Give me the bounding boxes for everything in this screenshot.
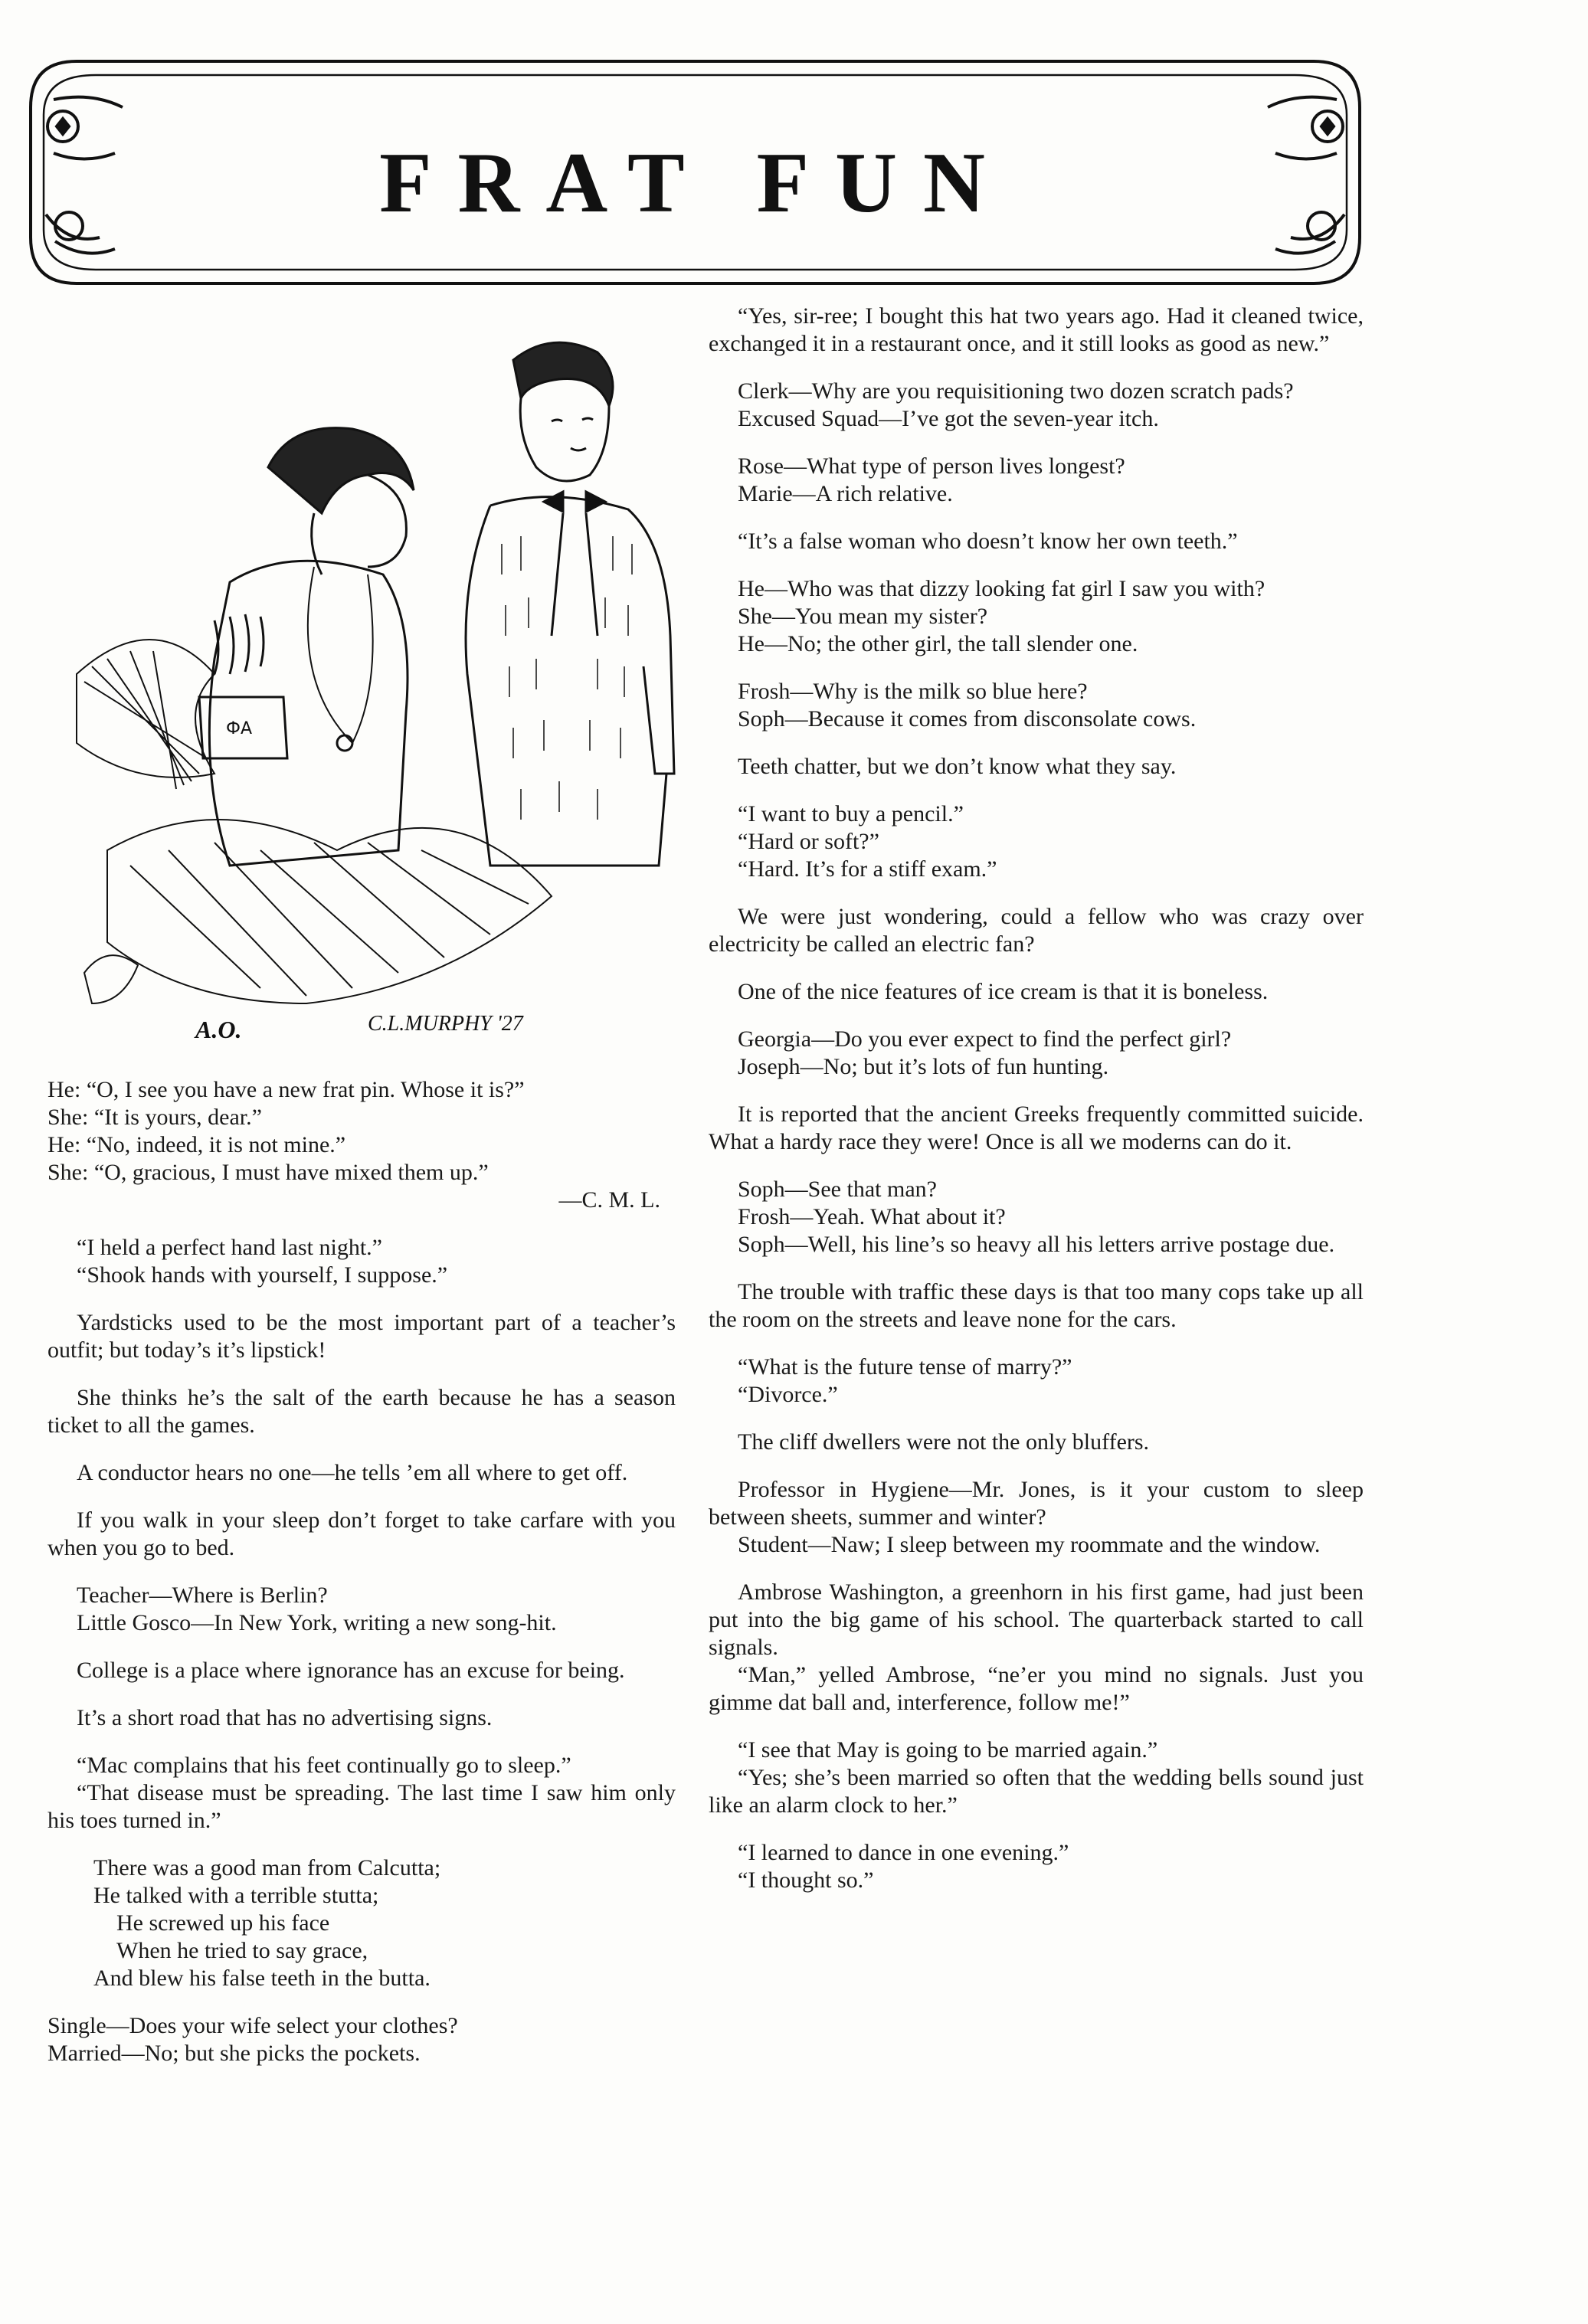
joke-line: “What is the future tense of marry?” [738,1354,1072,1380]
joke-line: “Man,” yelled Ambrose, “ne’er you mind no signals. Just you gimme dat ball and, interference, follow me!” [709,1662,1364,1715]
joke-ambrose [709,1579,1364,1717]
joke-line: “Yes; she’s been married so often that the wedding bells sound just like an alarm clock to her.” [709,1765,1364,1818]
joke-greeks: It is reported that the ancient Greeks frequently committed suicide. What a hardy race they were! Once is all we moderns can do it. [709,1101,1364,1154]
joke-traffic: The trouble with traffic these days is that too many cops take up all the room on the streets and leave none for the cars. [709,1279,1364,1332]
joke-yardsticks: Yardsticks used to be the most important part of a teacher’s outfit; but today’s it’s lipstick! [47,1310,676,1363]
poem-line: And blew his false teeth in the butta. [93,1966,431,1991]
joke-line: “Hard or soft?” [738,829,879,854]
joke-conductor: A conductor hears no one—he tells ’em all where to get off. [77,1460,628,1485]
joke-line: Student—Naw; I sleep between my roommate and the window. [738,1532,1321,1557]
joke-line: “I see that May is going to be married again.” [738,1737,1158,1763]
joke-pencil [709,800,1364,883]
artist-initials: A.O. [195,1016,242,1043]
joke-short-road: It’s a short road that has no advertising signs. [77,1705,493,1730]
joke-line: He: “No, indeed, it is not mine.” [47,1132,346,1157]
joke-line: Soph—Because it comes from disconsolate cows. [738,706,1197,732]
joke-signature: —C. M. L. [558,1187,660,1213]
joke-heavy-line [709,1176,1364,1259]
joke-line: She: “O, gracious, I must have mixed them up.” [47,1160,489,1185]
joke-line: Married—No; but she picks the pockets. [47,2041,421,2066]
title-banner [23,54,1367,291]
joke-line: Marie—A rich relative. [738,481,953,506]
joke-line: Clerk—Why are you requisitioning two dozen scratch pads? [738,378,1294,404]
svg-text:ФA: ФA [226,719,252,738]
couple-illustration [61,314,689,1080]
joke-cliff-dwellers: The cliff dwellers were not the only bluffers. [738,1429,1150,1455]
joke-line: He—Who was that dizzy looking fat girl I saw you with? [738,576,1265,601]
limerick-calcutta [47,1854,676,1992]
joke-line: Rose—What type of person lives longest? [738,453,1125,479]
joke-ice-cream: One of the nice features of ice cream is that it is boneless. [738,979,1269,1004]
joke-line: He—No; the other girl, the tall slender one. [738,631,1138,656]
joke-line: He: “O, I see you have a new frat pin. Whose it is?” [47,1077,525,1102]
joke-line: “I held a perfect hand last night.” [77,1235,382,1260]
joke-perfect-hand [47,1234,676,1289]
poem-line: When he tried to say grace, [116,1938,368,1963]
joke-fat-girl [709,575,1364,658]
artist-signature: C.L.MURPHY '27 [368,1012,523,1036]
joke-line: Soph—Well, his line’s so heavy all his letters arrive postage due. [738,1232,1335,1257]
joke-line: Frosh—Yeah. What about it? [738,1204,1006,1229]
joke-line: “I learned to dance in one evening.” [738,1840,1069,1865]
joke-line: Soph—See that man? [738,1177,937,1202]
joke-line: “Shook hands with yourself, I suppose.” [77,1262,448,1288]
joke-line: She: “It is yours, dear.” [47,1105,262,1130]
joke-sleepwalk: If you walk in your sleep don’t forget to take carfare with you when you go to bed. [47,1507,676,1560]
poem-line: He talked with a terrible stutta; [93,1883,379,1908]
joke-future-tense [709,1353,1364,1409]
joke-may-married [709,1736,1364,1819]
joke-line: Excused Squad—I’ve got the seven-year itch. [738,406,1159,431]
joke-salt-of-earth: She thinks he’s the salt of the earth because he has a season ticket to all the games. [47,1385,676,1438]
poem-line: He screwed up his face [116,1910,330,1936]
joke-line: Professor in Hygiene—Mr. Jones, is it your custom to sleep between sheets, summer and winter? [709,1477,1364,1530]
joke-hat: “Yes, sir-ree; I bought this hat two years ago. Had it cleaned twice, exchanged it in a restaurant once, and it still looks as good as new.” [709,303,1364,356]
joke-line: “I thought so.” [738,1867,874,1893]
joke-line: Little Gosco—In New York, writing a new song-hit. [77,1610,557,1635]
joke-teeth-chatter: Teeth chatter, but we don’t know what they say. [738,754,1177,779]
joke-line: “Divorce.” [738,1382,838,1407]
poem-line: There was a good man from Calcutta; [93,1855,441,1880]
joke-line: Georgia—Do you ever expect to find the perfect girl? [738,1026,1232,1052]
joke-line: “That disease must be spreading. The last time I saw him only his toes turned in.” [47,1780,676,1833]
joke-perfect-girl [709,1026,1364,1081]
left-jokes-column [47,1076,676,2087]
joke-berlin [47,1582,676,1637]
joke-mac-feet [47,1752,676,1835]
joke-electric-fan: We were just wondering, could a fellow who was crazy over electricity be called an electric fan? [709,904,1364,957]
couple-drawing [61,314,689,1080]
joke-blue-milk [709,678,1364,733]
joke-hygiene [709,1476,1364,1559]
joke-lives-longest [709,453,1364,508]
joke-single-married [47,2012,676,2067]
joke-line: Teacher—Where is Berlin? [77,1583,328,1608]
joke-line: Ambrose Washington, a greenhorn in his first game, had just been put into the big game of his school. The quarterback started to call signals. [709,1579,1364,1660]
joke-line: Frosh—Why is the milk so blue here? [738,679,1088,704]
page-title: FRAT FUN [379,136,1011,231]
joke-line: Single—Does your wife select your clothes? [47,2013,458,2038]
joke-frat-pin [47,1076,676,1214]
joke-false-woman: “It’s a false woman who doesn’t know her own teeth.” [738,529,1238,554]
joke-scratch-pads [709,378,1364,433]
joke-line: “Hard. It’s for a stiff exam.” [738,856,997,882]
joke-line: “Mac complains that his feet continually go to sleep.” [77,1753,571,1778]
right-jokes-column [709,303,1364,1914]
joke-line: Joseph—No; but it’s lots of fun hunting. [738,1054,1109,1079]
joke-dance [709,1839,1364,1894]
joke-line: “I want to buy a pencil.” [738,801,964,826]
joke-college: College is a place where ignorance has an excuse for being. [77,1658,625,1683]
joke-line: She—You mean my sister? [738,604,988,629]
